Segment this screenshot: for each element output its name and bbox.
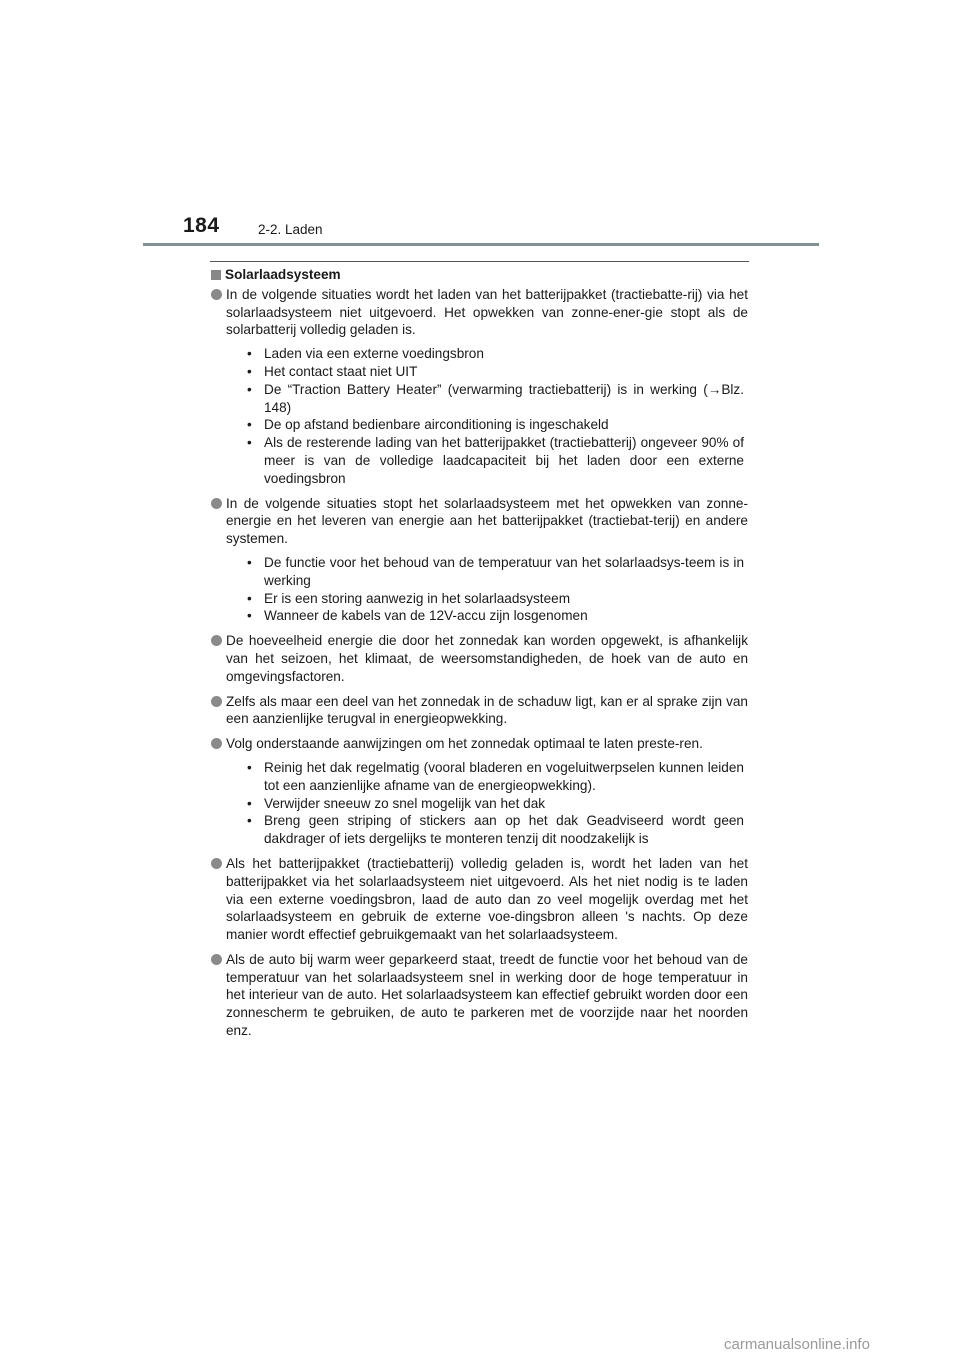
sub-list bbox=[226, 345, 748, 487]
section-heading bbox=[210, 266, 748, 284]
section-rule bbox=[210, 261, 749, 262]
sub-list-item bbox=[226, 812, 748, 848]
bullet-icon: • bbox=[247, 417, 252, 433]
bullet-icon: • bbox=[247, 813, 252, 829]
list-item bbox=[210, 735, 748, 848]
circle-bullet-icon bbox=[211, 738, 222, 749]
sub-list-item bbox=[226, 416, 748, 434]
bullet-icon: • bbox=[247, 363, 252, 379]
list-item bbox=[210, 855, 748, 944]
sub-list bbox=[226, 554, 748, 625]
sub-list-item-text: Wanneer de kabels van de 12V-accu zijn losgenomen bbox=[264, 608, 588, 624]
list-item bbox=[210, 495, 748, 626]
sub-list-item-text: Als de resterende lading van het batterijpakket (tractiebatterij) ongeveer 90% of meer is van de volledige laadcapaciteit bij het laden door een externe voedingsbron bbox=[264, 435, 744, 486]
list-item-text: De hoeveelheid energie die door het zonnedak kan worden opgewekt, is afhankelijk van het seizoen, het klimaat, de weersomstandigheden, de hoek van de auto en omgevingsfactoren. bbox=[226, 633, 748, 684]
sub-list-item-text: De “Traction Battery Heater” (verwarming tractiebatterij) is in werking (→Blz. 148) bbox=[264, 381, 744, 415]
sub-list-item bbox=[226, 607, 748, 625]
section-items bbox=[210, 286, 748, 1040]
sub-list-item-text: Verwijder sneeuw zo snel mogelijk van het dak bbox=[264, 795, 546, 811]
list-item bbox=[210, 951, 748, 1040]
sub-list-item-text: De op afstand bedienbare airconditioning is ingeschakeld bbox=[264, 417, 609, 433]
sub-list-item bbox=[226, 434, 748, 487]
watermark: carmanualsonline.info bbox=[724, 1336, 870, 1353]
sub-list-item bbox=[226, 554, 748, 590]
bullet-icon: • bbox=[247, 346, 252, 362]
header-rule bbox=[143, 243, 819, 246]
sub-list bbox=[226, 759, 748, 848]
bullet-icon: • bbox=[247, 590, 252, 606]
sub-list-item bbox=[226, 795, 748, 813]
page-number: 184 bbox=[183, 214, 220, 237]
list-item-text: In de volgende situaties wordt het laden van het batterijpakket (tractiebatte-rij) via het solarlaadsysteem niet uitgevoerd. Het opwekken van zonne-ener-gie stopt als de solarbatterij volledig geladen is. bbox=[226, 286, 748, 338]
circle-bullet-icon bbox=[211, 858, 222, 869]
square-bullet-icon bbox=[211, 270, 221, 280]
bullet-icon: • bbox=[247, 795, 252, 811]
sub-list-item bbox=[226, 381, 748, 417]
bullet-icon: • bbox=[247, 381, 252, 397]
bullet-icon: • bbox=[247, 759, 252, 775]
list-item-text: Als het batterijpakket (tractiebatterij) volledig geladen is, wordt het laden van het batterijpakket via het solarlaadsysteem niet uitgevoerd. Als het niet nodig is te laden via een externe voedingsbron, laad de auto dan zo veel mogelijk overdag met het solarlaadsysteem en gebruik de externe voe-dingsbron alleen 's nachts. Op deze manier wordt effectief gebruikgemaakt van het solarlaadsysteem. bbox=[226, 855, 748, 943]
circle-bullet-icon bbox=[211, 954, 222, 965]
section-title: Solarlaadsysteem bbox=[225, 267, 341, 282]
circle-bullet-icon bbox=[211, 696, 222, 707]
sub-list-item-text: Laden via een externe voedingsbron bbox=[264, 346, 484, 362]
list-item-text: Als de auto bij warm weer geparkeerd staat, treedt de functie voor het behoud van de temperatuur van het solarlaadsysteem snel in werking door de hoge temperatuur in het interieur van de auto. Het solarlaadsysteem kan effectief gebruikt worden door een zonnescherm te gebruiken, de auto te parkeren met de voorzijde naar het noorden enz. bbox=[226, 951, 748, 1039]
circle-bullet-icon bbox=[211, 635, 222, 646]
bullet-icon: • bbox=[247, 608, 252, 624]
bullet-icon: • bbox=[247, 435, 252, 451]
sub-list-item-text: Breng geen striping of stickers aan op het dak Geadviseerd wordt geen dakdrager of iets dergelijks te monteren tenzij dit noodzakelijk is bbox=[264, 813, 744, 847]
circle-bullet-icon bbox=[211, 289, 222, 300]
sub-list-item-text: Reinig het dak regelmatig (vooral bladeren en vogeluitwerpselen kunnen leiden tot een aanzienlijke afname van de energieopwekking). bbox=[264, 759, 744, 793]
sub-list-item-text: Het contact staat niet UIT bbox=[264, 363, 418, 379]
list-item-text: Zelfs als maar een deel van het zonnedak in de schaduw ligt, kan er al sprake zijn van een aanzienlijke terugval in energieopwekking. bbox=[226, 693, 748, 727]
circle-bullet-icon bbox=[211, 498, 222, 509]
sub-list-item-text: Er is een storing aanwezig in het solarlaadsysteem bbox=[264, 590, 571, 606]
sub-list-item bbox=[226, 363, 748, 381]
sub-list-item bbox=[226, 345, 748, 363]
list-item-text: In de volgende situaties stopt het solarlaadsysteem met het opwekken van zonne-energie en het leveren van energie aan het batterijpakket (tractiebat-terij) en andere systemen. bbox=[226, 495, 748, 547]
sub-list-item-text: De functie voor het behoud van de temperatuur van het solarlaadsys-teem is in werking bbox=[264, 554, 744, 588]
chapter-title: 2-2. Laden bbox=[258, 222, 323, 237]
sub-list-item bbox=[226, 759, 748, 795]
list-item bbox=[210, 693, 748, 729]
sub-list-item bbox=[226, 590, 748, 608]
list-item bbox=[210, 286, 748, 488]
list-item bbox=[210, 632, 748, 685]
bullet-icon: • bbox=[247, 554, 252, 570]
list-item-text: Volg onderstaande aanwijzingen om het zonnedak optimaal te laten preste-ren. bbox=[226, 736, 703, 752]
page-content bbox=[210, 266, 748, 1047]
